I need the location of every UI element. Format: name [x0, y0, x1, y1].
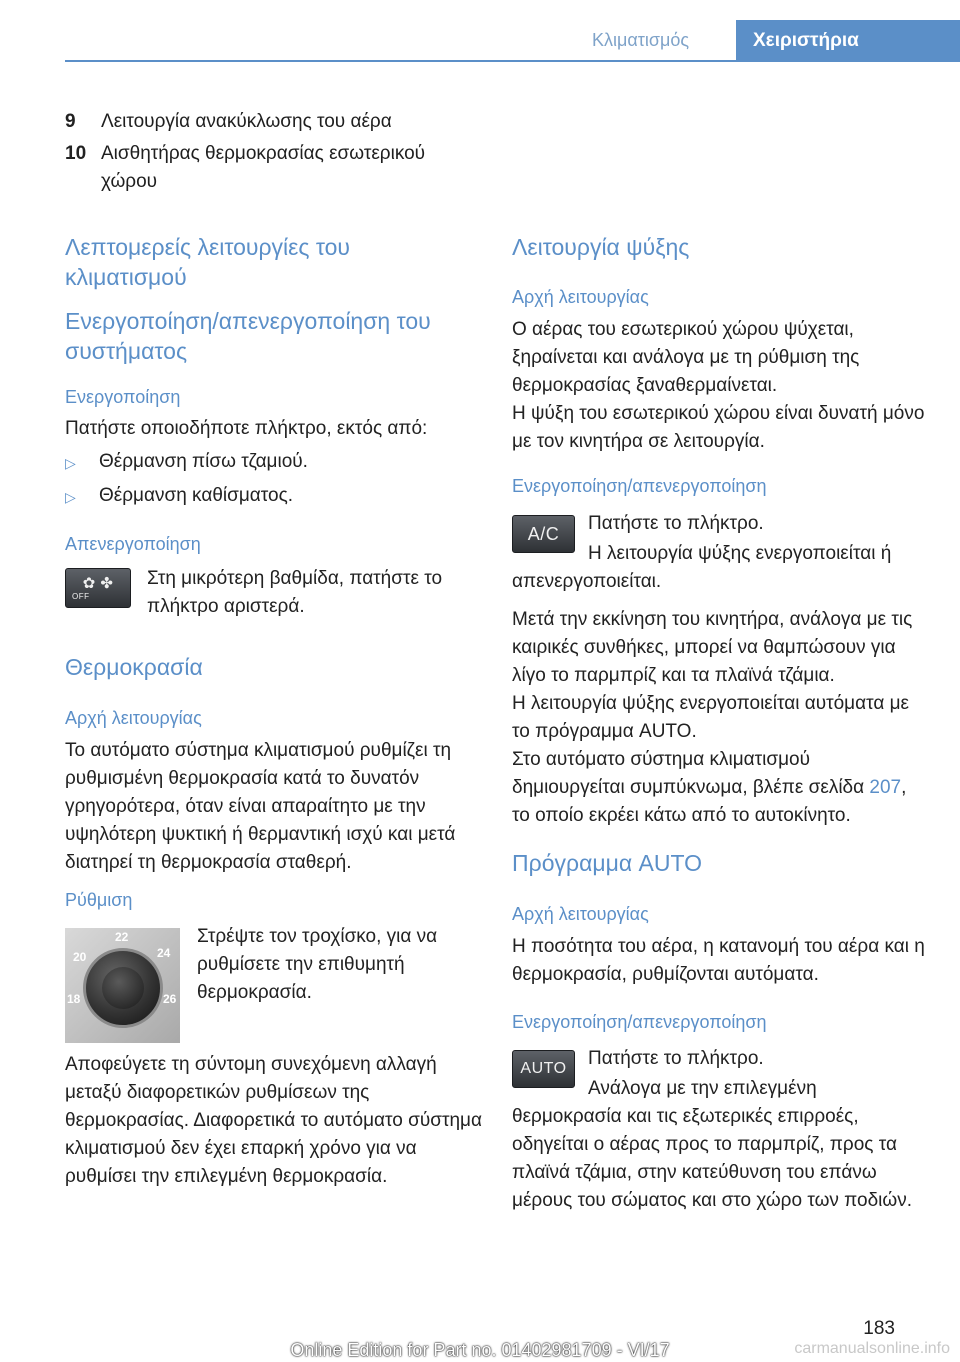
knob-label: 26: [163, 992, 177, 1006]
item-text: Αισθητήρας θερμοκρασίας εσωτερικού χώρου: [101, 143, 426, 192]
page-link[interactable]: 207: [869, 777, 902, 798]
knob-label: 24: [157, 946, 171, 960]
knob-label: 18: [67, 992, 81, 1006]
heading-principle: Αρχή λειτουργίας: [65, 708, 202, 728]
text-avoid: Αποφεύγετε τη σύντομη συνεχόμενη αλλαγή μεταξύ διαφορετικών ρυθμίσεων της θερμοκρασίας. Διαφορετικά το αυτόματο σύστημα κλιματισμού δεν έχει επαρκή χρόνο για να ρυθμίσει την επιλεγμένη θερμοκρασία.: [65, 1054, 482, 1187]
item-number: 9: [65, 111, 76, 132]
triangle-bullet-icon: ▷: [65, 489, 76, 505]
text-auto-principle: Η ποσότητα του αέρα, η κατανομή του αέρα και η θερμοκρασία, ρυθμίζονται αυτόματα.: [512, 936, 925, 985]
footer-edition: Online Edition for Part no. 01402981709 - VI/17: [290, 1340, 670, 1360]
text-press-button: Πατήστε το πλήκτρο.: [588, 513, 764, 534]
heading-setting: Ρύθμιση: [65, 890, 133, 910]
heading-cooling: Λειτουργία ψύξης: [512, 234, 690, 260]
text-setting: Στρέψτε τον τροχίσκο, για να ρυθμίσετε την επιθυμητή θερμοκρασία.: [197, 926, 438, 1003]
knob-center: [102, 967, 144, 1009]
bullet-item: [65, 448, 308, 477]
fan-off-button-image: [65, 568, 131, 608]
text-auto-active: Η λειτουργία ψύξης ενεργοποιείται αυτόματα με το πρόγραμμα AUTO.: [512, 693, 910, 742]
heading-onoff-auto: Ενεργοποίηση/απενεργοποίηση: [512, 1012, 767, 1032]
heading-deactivation: Απενεργοποίηση: [65, 534, 201, 554]
bullet-text: Θέρμανση πίσω τζαμιού.: [99, 451, 308, 472]
header-chapter-tab[interactable]: Χειριστήρια: [736, 20, 960, 62]
triangle-bullet-icon: ▷: [65, 455, 76, 471]
text-deactivation: Στη μικρότερη βαθμίδα, πατήστε το πλήκτρο αριστερά.: [147, 568, 443, 617]
temperature-knob-image: [65, 928, 180, 1043]
text-press-any: Πατήστε οποιοδήποτε πλήκτρο, εκτός από:: [65, 418, 428, 439]
off-label: OFF: [72, 591, 90, 601]
numbered-list: [65, 108, 465, 196]
item-text: Λειτουργία ανακύκλωσης του αέρα: [101, 111, 392, 132]
knob-label: 20: [73, 950, 87, 964]
text-auto-desc: Ανάλογα με την επιλεγμένη θερμοκρασία και τις εξωτερικές επιρροές, οδηγείται ο αέρας προς το παρμπρίζ, προς τα πλαϊνά τζάμια, στην κατεύθυνση του επάνω μέρους του σώματος και στο χώρο των ποδιών.: [512, 1078, 913, 1211]
auto-button-image: AUTO: [512, 1050, 575, 1088]
heading-principle-auto: Αρχή λειτουργίας: [512, 904, 649, 924]
item-number: 10: [65, 143, 87, 164]
condensate-text-post: , το οποίο εκρέει κάτω από το αυτοκίνητο.: [512, 777, 907, 826]
heading-onoff-cooling: Ενεργοποίηση/απενεργοποίηση: [512, 476, 767, 496]
heading-details: Λεπτομερείς λειτουργίες του κλιματισμού: [65, 234, 351, 290]
text-press-button-2: Πατήστε το πλήκτρο.: [588, 1048, 764, 1069]
bullet-text: Θέρμανση καθίσματος.: [99, 485, 293, 506]
page-number: 183: [863, 1318, 895, 1339]
heading-activation: Ενεργοποίηση: [65, 387, 181, 407]
list-item: [65, 140, 465, 196]
heading-onoff-system: Ενεργοποίηση/απενεργοποίηση του συστήματος: [65, 308, 431, 364]
heading-auto-program: Πρόγραμμα AUTO: [512, 850, 703, 876]
text-principle: Το αυτόματο σύστημα κλιματισμού ρυθμίζει τη ρυθμισμένη θερμοκρασία κατά το δυνατόν γρηγορότερα, όταν είναι απαραίτητο με την υψηλότερη ψυκτική ή θερμαντική ισχύ και μετά διατηρεί τη θερμοκρασία σταθερή.: [65, 740, 456, 873]
header-section-title: Κλιματισμός: [592, 30, 690, 50]
ac-button-image: A/C: [512, 515, 575, 553]
bullet-item: [65, 482, 293, 511]
condensate-text-pre: Στο αυτόματο σύστημα κλιματισμού δημιουργείται συμπύκνωμα, βλέπε σελίδα: [512, 749, 870, 798]
text-after-start: Μετά την εκκίνηση του κινητήρα, ανάλογα με τις καιρικές συνθήκες, μπορεί να θαμπώσουν για λίγο το παρμπρίζ και τα πλαϊνά τζάμια.: [512, 609, 913, 686]
list-item: [65, 108, 465, 136]
text-condensate: [512, 746, 927, 830]
heading-principle-cooling: Αρχή λειτουργίας: [512, 287, 649, 307]
text-ac-toggle: Η λειτουργία ψύξης ενεργοποιείται ή απενεργοποιείται.: [512, 543, 892, 592]
text-cooling-1: Ο αέρας του εσωτερικού χώρου ψύχεται, ξηραίνεται και ανάλογα με τη ρύθμιση της θερμοκρασίας ξαναθερμαίνεται.: [512, 319, 860, 396]
knob-label: 22: [115, 930, 129, 944]
heading-temperature: Θερμοκρασία: [65, 654, 203, 680]
header-rule: [65, 60, 960, 62]
watermark: carmanualsonline.info: [794, 1340, 950, 1357]
knob-dial: [83, 948, 163, 1028]
fan-icon: ✿ ✤: [82, 574, 114, 592]
text-cooling-2: Η ψύξη του εσωτερικού χώρου είναι δυνατή μόνο με τον κινητήρα σε λειτουργία.: [512, 403, 925, 452]
